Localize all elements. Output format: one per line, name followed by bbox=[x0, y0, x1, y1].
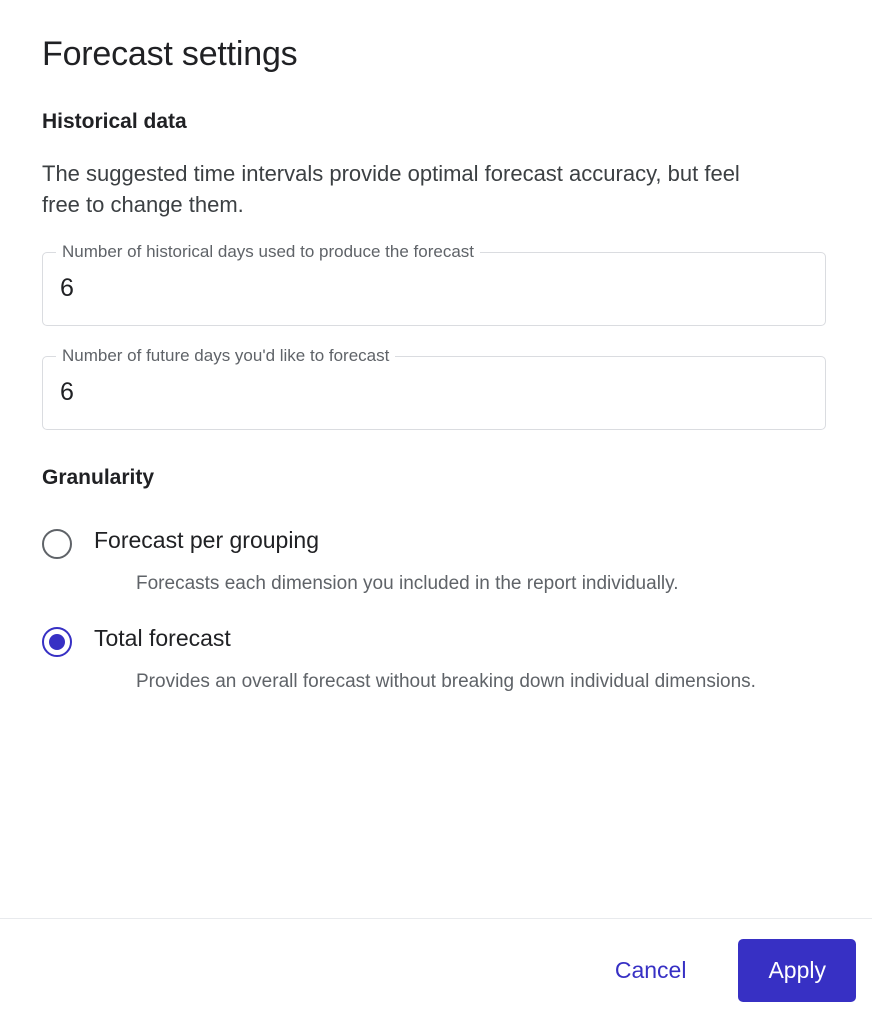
radio-icon-checked[interactable] bbox=[42, 627, 72, 657]
radio-description-forecast-per-grouping: Forecasts each dimension you included in the report individually. bbox=[136, 573, 679, 595]
historical-days-label: Number of historical days used to produce the forecast bbox=[56, 242, 480, 262]
radio-option-forecast-per-grouping[interactable] bbox=[42, 526, 830, 559]
historical-data-description: The suggested time intervals provide optimal forecast accuracy, but feel free to change them. bbox=[42, 160, 740, 218]
historical-days-input[interactable] bbox=[60, 274, 769, 303]
radio-description-total-forecast: Provides an overall forecast without breaking down individual dimensions. bbox=[136, 670, 756, 692]
granularity-heading: Granularity bbox=[42, 466, 155, 490]
radio-option-total-forecast[interactable] bbox=[42, 624, 830, 657]
radio-label-total-forecast: Total forecast bbox=[94, 624, 231, 651]
apply-button[interactable]: Apply bbox=[738, 939, 856, 1002]
cancel-button[interactable]: Cancel bbox=[597, 943, 705, 998]
future-days-input[interactable] bbox=[60, 378, 769, 407]
historical-days-field[interactable] bbox=[42, 242, 830, 326]
historical-data-heading: Historical data bbox=[42, 109, 187, 133]
radio-label-forecast-per-grouping: Forecast per grouping bbox=[94, 527, 320, 554]
future-days-label: Number of future days you'd like to forecast bbox=[56, 346, 395, 366]
page-title: Forecast settings bbox=[42, 35, 298, 73]
future-days-field[interactable] bbox=[42, 346, 830, 430]
radio-icon-unchecked[interactable] bbox=[42, 529, 72, 559]
dialog-footer bbox=[0, 918, 872, 1022]
